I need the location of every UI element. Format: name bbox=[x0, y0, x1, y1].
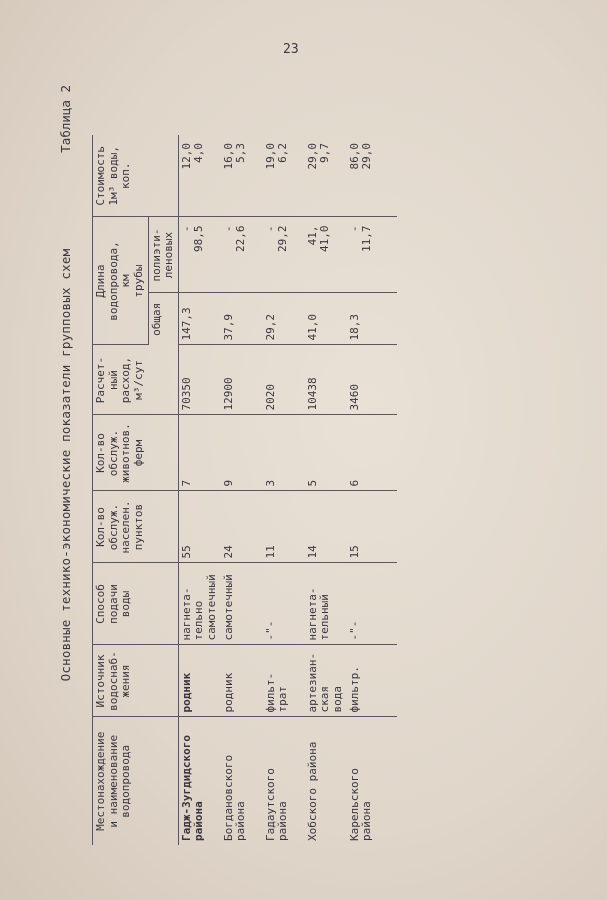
cell-farms: 5 bbox=[305, 415, 347, 491]
table-row bbox=[347, 135, 397, 845]
cell-cost: 16,0 5,3 bbox=[221, 135, 263, 217]
cell-location: Хобского района bbox=[305, 741, 319, 841]
cell-method: нагнета- тельно самотечный bbox=[178, 563, 221, 645]
header-method: Способ подачи воды bbox=[93, 563, 179, 645]
cell-farms: 6 bbox=[347, 415, 397, 491]
header-source: Источник водоснаб- жения bbox=[93, 645, 179, 717]
cell-farms: 7 bbox=[178, 415, 221, 491]
header-cost: Стоимость 1м³ воды, коп. bbox=[93, 135, 179, 217]
cell-method: -"- bbox=[347, 563, 397, 645]
table-row bbox=[178, 135, 221, 845]
cell-length-total: 37,9 bbox=[221, 293, 263, 345]
header-settlements: Кол-во обслуж. населен. пунктов bbox=[93, 491, 179, 563]
header-length-total: общая bbox=[148, 293, 178, 345]
cell-location: Гадж-Зугдидского района bbox=[179, 735, 206, 841]
cell-flow: 12900 bbox=[221, 345, 263, 415]
cell-length-total: 29,2 bbox=[263, 293, 305, 345]
cell-farms: 9 bbox=[221, 415, 263, 491]
cell-farms: 3 bbox=[263, 415, 305, 491]
cell-source: фильт- трат bbox=[263, 645, 305, 717]
cell-settlements: 14 bbox=[305, 491, 347, 563]
header-length-poly: полиэти- леновых bbox=[148, 217, 178, 293]
page-number: 23 bbox=[283, 42, 299, 57]
cell-settlements: 55 bbox=[178, 491, 221, 563]
cell-length-poly: 41, 41,0 bbox=[305, 217, 347, 293]
header-flow: Расчет- ный расход, м³/сут bbox=[93, 345, 179, 415]
table-row bbox=[221, 135, 263, 845]
cell-method: -"- bbox=[263, 563, 305, 645]
cell-settlements: 15 bbox=[347, 491, 397, 563]
cell-cost: 19,0 6,2 bbox=[263, 135, 305, 217]
cell-length-total: 41,0 bbox=[305, 293, 347, 345]
cell-source: артезиан- ская вода bbox=[305, 645, 347, 717]
cell-length-poly: - 11,7 bbox=[347, 217, 397, 293]
header-length-group: Длина водопровода, км трубы bbox=[93, 217, 149, 345]
cell-method: самотечный bbox=[221, 563, 263, 645]
cell-cost: 29,0 9,7 bbox=[305, 135, 347, 217]
table-header-row bbox=[93, 135, 149, 845]
cell-length-poly: - 29,2 bbox=[263, 217, 305, 293]
cell-length-poly: - 22,6 bbox=[221, 217, 263, 293]
cell-location: Гадаутского района bbox=[263, 768, 290, 841]
cell-location: Богдановского района bbox=[221, 754, 248, 841]
table-row bbox=[305, 135, 347, 845]
header-location: Местонахождение и наименование водопровода bbox=[93, 717, 179, 845]
cell-method: нагнета- тельный bbox=[305, 563, 347, 645]
cell-flow: 10438 bbox=[305, 345, 347, 415]
cell-length-total: 147,3 bbox=[178, 293, 221, 345]
cell-length-poly: - 98,5 bbox=[178, 217, 221, 293]
cell-source: фильтр. bbox=[347, 645, 397, 717]
table-label: Таблица 2 bbox=[58, 85, 73, 153]
table-title: Основные технико-экономические показатели групповых схем bbox=[58, 248, 73, 682]
cell-source: родник bbox=[221, 645, 263, 717]
cell-settlements: 11 bbox=[263, 491, 305, 563]
header-farms: Кол-во обслуж. животнов. ферм bbox=[93, 415, 179, 491]
cell-settlements: 24 bbox=[221, 491, 263, 563]
table-row bbox=[263, 135, 305, 845]
cell-length-total: 18,3 bbox=[347, 293, 397, 345]
cell-flow: 70350 bbox=[178, 345, 221, 415]
cell-location: Карельского района bbox=[347, 768, 374, 841]
cell-source: родник bbox=[178, 645, 221, 717]
cell-flow: 3460 bbox=[347, 345, 397, 415]
rotated-table-block bbox=[52, 85, 572, 845]
cell-cost: 12,0 4,0 bbox=[178, 135, 221, 217]
cell-flow: 2020 bbox=[263, 345, 305, 415]
cell-cost: 86,0 29,0 bbox=[347, 135, 397, 217]
indicators-table bbox=[92, 135, 397, 845]
